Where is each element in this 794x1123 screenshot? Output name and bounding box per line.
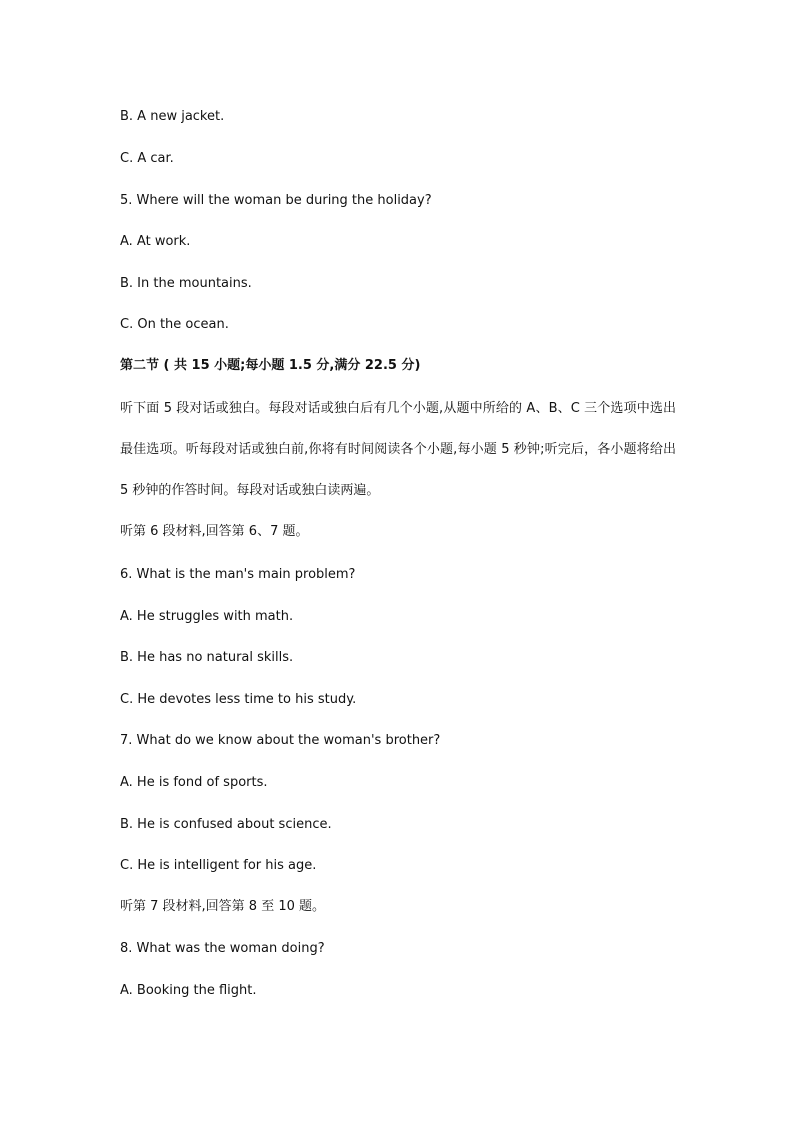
option-8a: A. Booking the flight. <box>120 983 257 998</box>
option-6b: B. He has no natural skills. <box>120 650 294 665</box>
option-7a: A. He is fond of sports. <box>120 775 268 790</box>
option-5b: B. In the mountains. <box>120 276 252 291</box>
option-4b: B. A new jacket. <box>120 109 225 124</box>
option-6c: C. He devotes less time to his study. <box>120 692 357 707</box>
option-6a: A. He struggles with math. <box>120 609 294 624</box>
question-8: 8. What was the woman doing? <box>120 941 325 956</box>
question-6: 6. What is the man's main problem? <box>120 567 356 582</box>
option-7c: C. He is intelligent for his age. <box>120 858 317 873</box>
section-heading: 第二节 ( 共 15 小题;每小题 1.5 分,满分 22.5 分) <box>120 358 421 373</box>
material-7-note: 听第 7 段材料,回答第 8 至 10 题。 <box>120 899 326 914</box>
question-7: 7. What do we know about the woman's brother? <box>120 733 441 748</box>
material-6-note: 听第 6 段材料,回答第 6、7 题。 <box>120 524 309 539</box>
question-5: 5. Where will the woman be during the holiday? <box>120 193 432 208</box>
option-5a: A. At work. <box>120 234 191 249</box>
option-5c: C. On the ocean. <box>120 317 229 332</box>
option-7b: B. He is confused about science. <box>120 817 332 832</box>
option-4c: C. A car. <box>120 151 174 166</box>
section-instruction: 听下面 5 段对话或独白。每段对话或独白后有几个小题,从题中所给的 A、B、C 三个选项中选出最佳选项。听每段对话或独白前,你将有时间阅读各个小题,每小题 5 秒钟;听完后，各小题将给出 5 秒钟的作答时间。每段对话或独白读两遍。 <box>120 401 676 498</box>
